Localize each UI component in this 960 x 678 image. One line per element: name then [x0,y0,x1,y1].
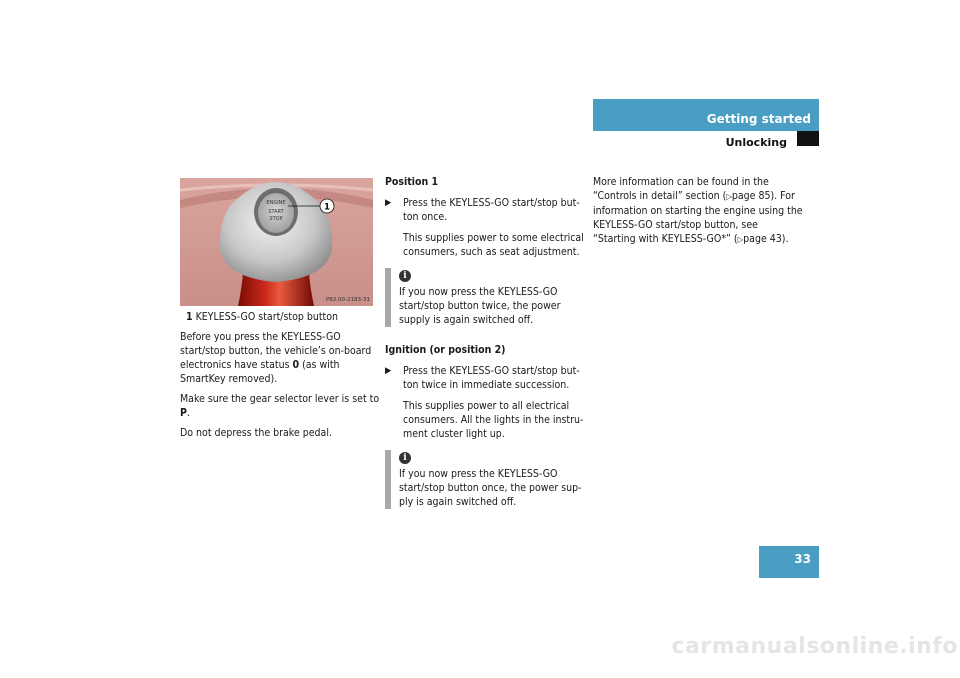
paragraph-text: Make sure the gear selector lever is set to [180,393,380,405]
paragraph-brake: Do not depress the brake pedal. [180,427,332,439]
arrow-icon: ▶ [385,198,392,208]
paragraph-text: page 85). For information on starting the engine using the KEYLESS-GO start/stop button, see “Starting with KEYLESS-GO*” ( [593,190,803,245]
result-text: This supplies power to some electrical consumers, such as seat adjustment. [403,232,584,258]
button-label-stop: STOP [269,216,283,222]
figure-ref-code: P82.00-2183-31 [325,297,370,303]
note-text: If you now press the KEYLESS-GO start/stop button twice, the power supply is again switched off. [399,286,561,326]
heading-position-1: Position 1 [385,176,439,188]
status-value: 0 [292,359,300,371]
page-number: 33 [794,552,811,566]
page-number-box [759,546,819,578]
step-text: Press the KEYLESS-GO start/stop button once. [403,197,580,223]
button-label-engine: ENGINE [266,200,286,206]
arrow-icon: ▶ [385,366,392,376]
column-middle [385,175,585,509]
page-ref-icon: ▷ [737,235,744,244]
keyless-go-photo [180,178,373,306]
page-ref-icon: ▷ [726,192,732,201]
info-icon: i [399,452,411,464]
step-press-once [385,196,585,259]
watermark: carmanualsonline.info [671,634,958,659]
paragraph-status [180,330,380,386]
paragraph-text: (as with SmartKey removed). [180,359,340,385]
paragraph-gear-selector [180,392,380,420]
step-text: Press the KEYLESS-GO start/stop button twice in immediate succession. [403,365,580,391]
subsection-marker [797,131,819,146]
info-icon: i [399,270,411,282]
info-note-2 [385,450,585,509]
column-left [180,310,380,440]
more-info-paragraph [593,175,803,247]
note-text: If you now press the KEYLESS-GO start/stop button once, the power supply is again switched off. [399,468,582,508]
figure-caption [180,310,380,324]
section-header [593,99,819,131]
caption-text: KEYLESS-GO start/stop button [195,311,339,323]
paragraph-text: . [186,407,190,419]
info-note-1 [385,268,585,327]
step-press-twice [385,364,585,441]
paragraph-text: Before you press the KEYLESS-GO start/stop button, the vehicle’s on-board electronics have status [180,331,372,371]
paragraph-text: More information can be found in the “Controls in detail” section ( [593,176,769,202]
caption-number: 1 [186,311,193,323]
paragraph-text: page 43). [743,233,789,245]
button-label-start: START [268,209,284,215]
gear-position: P [180,407,187,419]
section-title: Getting started [706,112,811,126]
result-text: This supplies power to all electrical consumers. All the lights in the instrument cluster light up. [403,400,584,440]
subsection-header [593,131,819,151]
heading-ignition: Ignition (or position 2) [385,344,506,356]
subsection-title: Unlocking [725,136,787,149]
gear-lever-illustration [180,178,373,306]
callout-number: 1 [323,202,331,213]
column-right [593,175,803,247]
